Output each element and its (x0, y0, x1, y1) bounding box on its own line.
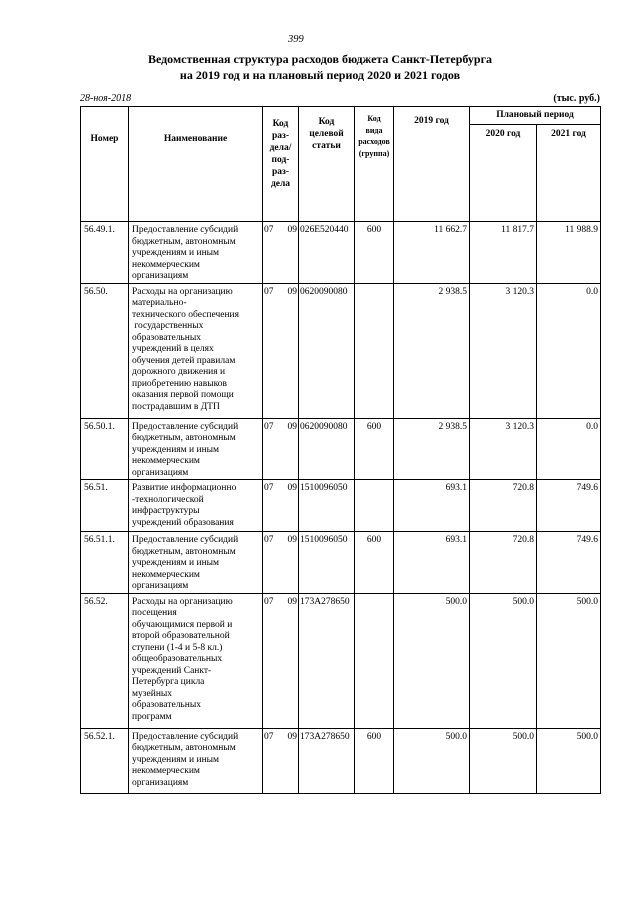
razdel-code: 07 (264, 731, 274, 742)
cell-vr: 600 (355, 418, 394, 480)
name-line: материально- (132, 298, 187, 308)
document-title-line-2: на 2019 год и на плановый период 2020 и 2021 годов (179, 68, 461, 82)
name-line: второй образовательной (132, 631, 230, 641)
cell-number: 56.52.1. (81, 728, 129, 793)
table-body (81, 222, 601, 794)
name-line: технического обеспечения (132, 309, 240, 320)
cell-razdel (263, 222, 299, 284)
cell-vr: 600 (355, 532, 394, 594)
units-label: (тыс. руб.) (553, 93, 600, 104)
header-csr (299, 107, 355, 222)
razdel-codes (264, 535, 297, 547)
cell-2021: 749.6 (537, 532, 601, 594)
cell-2019: 500.0 (394, 593, 470, 728)
name-line: организациям (132, 581, 189, 591)
podrazdel-code: 09 (287, 483, 297, 493)
name-line: организациям (132, 271, 189, 281)
cell-2021: 749.6 (537, 480, 601, 532)
name-line: дорожного движения и (132, 367, 226, 377)
name-line: бюджетным, автономным (132, 236, 236, 247)
cell-number: 56.50. (81, 283, 129, 418)
cell-name (129, 532, 263, 594)
name-line: обучения детей правилам (132, 355, 236, 366)
name-line: бюджетным, автономным (132, 433, 236, 443)
cell-2020: 500.0 (470, 728, 537, 793)
podrazdel-code: 09 (287, 731, 297, 742)
table-row (81, 480, 601, 532)
name-line: Предоставление субсидий (132, 225, 239, 235)
header-2019: 2019 год (394, 107, 470, 222)
razdel-codes (264, 597, 297, 609)
name-line: программ (132, 711, 172, 722)
cell-csr: 026E520440 (299, 222, 355, 284)
name-line: ступени (1-4 и 5-8 кл.) (132, 642, 223, 653)
table-header (81, 107, 601, 222)
name-line: образовательных (132, 332, 201, 343)
name-line: учреждениям и иным (132, 444, 220, 455)
cell-razdel (263, 283, 299, 418)
razdel-code: 07 (264, 421, 274, 432)
header-razdel-line: раз- (271, 131, 289, 141)
cell-name (129, 222, 263, 284)
name-line: приобретению навыков (132, 378, 228, 389)
name-line: организациям (132, 467, 189, 478)
name-line: учреждений образования (132, 517, 234, 528)
name-line: инфраструктуры (132, 506, 200, 516)
header-csr-line: Код (318, 117, 335, 127)
cell-2020: 11 817.7 (470, 222, 537, 284)
cell-csr: 0620090080 (299, 283, 355, 418)
razdel-code: 07 (264, 596, 274, 607)
cell-razdel (263, 532, 299, 594)
table-row (81, 593, 601, 728)
razdel-codes (264, 287, 297, 299)
cell-2019: 11 662.7 (394, 222, 470, 284)
name-line: некоммерческим (132, 569, 200, 580)
cell-vr: 600 (355, 728, 394, 793)
header-razdel-line: Код (272, 119, 289, 129)
razdel-code: 07 (264, 483, 274, 493)
cell-name (129, 418, 263, 480)
header-razdel-line: под- (271, 155, 290, 165)
cell-2021: 500.0 (537, 593, 601, 728)
podrazdel-code: 09 (287, 421, 297, 432)
cell-csr: 1510096050 (299, 532, 355, 594)
name-line: -технологической (132, 494, 204, 505)
name-line: общеобразовательных (132, 654, 223, 664)
header-planned-period: Плановый период (470, 107, 601, 125)
name-line: некоммерческим (132, 456, 200, 466)
cell-name (129, 728, 263, 793)
cell-razdel (263, 728, 299, 793)
name-line: Развитие информационно (132, 483, 237, 493)
document-title-line-1: Ведомственная структура расходов бюджета Санкт-Петербурга (147, 52, 493, 66)
header-2021: 2021 год (537, 125, 601, 222)
cell-razdel (263, 418, 299, 480)
header-name: Наименование (129, 107, 263, 222)
cell-2021: 0.0 (537, 283, 601, 418)
table-row (81, 532, 601, 594)
name-line: обучающимися первой и (132, 619, 233, 630)
header-vr-line: вида (365, 125, 383, 135)
cell-razdel (263, 593, 299, 728)
name-line: учреждениям и иным (132, 754, 220, 765)
table-row (81, 283, 601, 418)
cell-number: 56.50.1. (81, 418, 129, 480)
header-csr-line: целевой (309, 129, 344, 139)
name-line: Предоставление субсидий (132, 421, 239, 432)
name-line: учреждений Санкт- (132, 665, 212, 676)
razdel-codes (264, 732, 297, 744)
name-line: Предоставление субсидий (132, 731, 239, 742)
name-line: пострадавшим в ДТП (132, 401, 220, 412)
document-date: 28-ноя-2018 (80, 93, 132, 104)
header-csr-line: статьи (312, 141, 341, 151)
razdel-codes (264, 483, 297, 495)
cell-2020: 500.0 (470, 593, 537, 728)
cell-2021: 500.0 (537, 728, 601, 793)
header-razdel (263, 107, 299, 222)
cell-2019: 500.0 (394, 728, 470, 793)
cell-2020: 3 120.3 (470, 418, 537, 480)
name-line: посещения (132, 608, 177, 618)
razdel-code: 07 (264, 286, 274, 297)
cell-2019: 693.1 (394, 480, 470, 532)
podrazdel-code: 09 (287, 596, 297, 607)
podrazdel-code: 09 (287, 286, 297, 297)
cell-razdel (263, 480, 299, 532)
name-line: Расходы на организацию (132, 596, 233, 607)
name-line: учреждениям и иным (132, 558, 220, 568)
name-line: государственных (132, 321, 204, 331)
name-line: оказания первой помощи (132, 390, 234, 400)
cell-2020: 720.8 (470, 480, 537, 532)
header-razdel-line: раз- (271, 167, 289, 177)
name-line: некоммерческим (132, 766, 200, 776)
cell-number: 56.51.1. (81, 532, 129, 594)
cell-2020: 3 120.3 (470, 283, 537, 418)
cell-vr: 600 (355, 222, 394, 284)
cell-name (129, 283, 263, 418)
table-row (81, 728, 601, 793)
cell-csr: 0620090080 (299, 418, 355, 480)
cell-2019: 2 938.5 (394, 418, 470, 480)
name-line: бюджетным, автономным (132, 546, 236, 557)
cell-2019: 2 938.5 (394, 283, 470, 418)
header-vr-line: расходов (358, 137, 390, 146)
name-line: организациям (132, 777, 189, 788)
name-line: учреждениям и иным (132, 248, 220, 258)
table-row (81, 418, 601, 480)
cell-csr: 1510096050 (299, 480, 355, 532)
header-row (81, 107, 601, 125)
cell-number: 56.51. (81, 480, 129, 532)
razdel-code: 07 (264, 535, 274, 545)
header-vr (355, 107, 394, 222)
cell-csr: 173A278650 (299, 593, 355, 728)
name-line: Расходы на организацию (132, 286, 233, 297)
cell-number: 56.52. (81, 593, 129, 728)
name-line: Предоставление субсидий (132, 535, 239, 545)
table-row (81, 222, 601, 284)
razdel-codes (264, 225, 297, 237)
cell-vr (355, 480, 394, 532)
header-vr-line: Код (367, 114, 381, 123)
cell-number: 56.49.1. (81, 222, 129, 284)
name-line: образовательных (132, 700, 201, 710)
cell-2020: 720.8 (470, 532, 537, 594)
podrazdel-code: 09 (287, 535, 297, 545)
cell-csr: 173A278650 (299, 728, 355, 793)
cell-vr (355, 593, 394, 728)
cell-name (129, 593, 263, 728)
cell-name (129, 480, 263, 532)
page-number: 399 (288, 34, 304, 45)
header-razdel-line: дела/ (269, 143, 292, 153)
cell-2021: 11 988.9 (537, 222, 601, 284)
header-2020: 2020 год (470, 125, 537, 222)
name-line: бюджетным, автономным (132, 743, 236, 753)
razdel-codes (264, 422, 297, 434)
cell-vr (355, 283, 394, 418)
header-razdel-line: дела (270, 179, 291, 189)
header-vr-line: (группа) (358, 148, 390, 158)
name-line: Петербурга цикла (132, 677, 205, 687)
name-line: музейных (132, 688, 173, 699)
cell-2021: 0.0 (537, 418, 601, 480)
name-line: некоммерческим (132, 259, 200, 270)
budget-table (80, 106, 601, 794)
header-number: Номер (81, 107, 129, 222)
name-line: учреждений в целях (132, 344, 214, 354)
cell-2019: 693.1 (394, 532, 470, 594)
razdel-code: 07 (264, 225, 274, 235)
podrazdel-code: 09 (287, 225, 297, 235)
